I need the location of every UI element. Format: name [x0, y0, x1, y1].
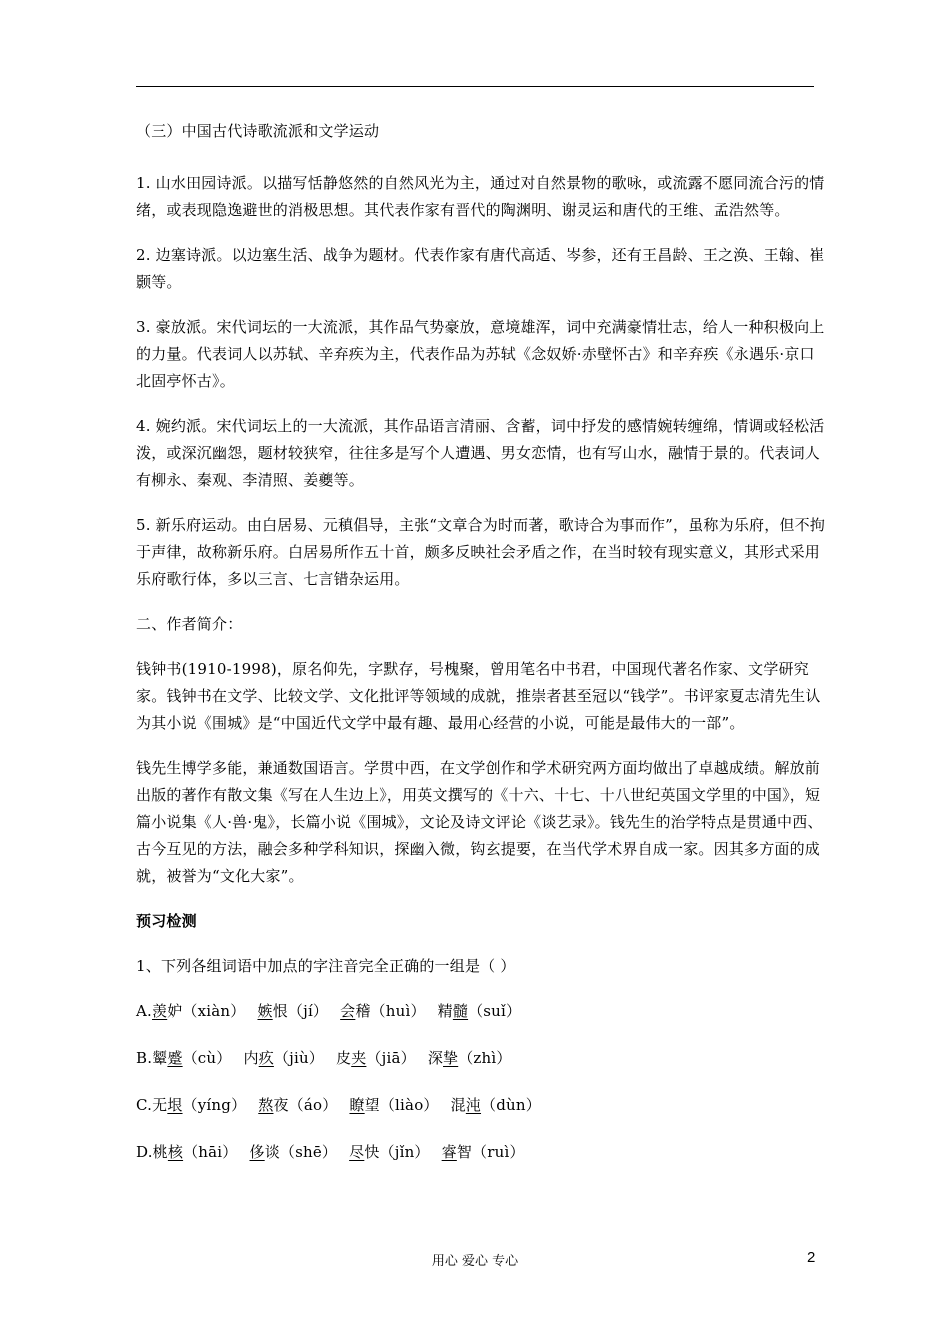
option-a	[136, 998, 826, 1025]
option-word: 颦蹙（cù）	[152, 1049, 232, 1067]
option-word: 嫉恨（jí）	[257, 1002, 329, 1020]
marked-character: 髓	[452, 1002, 469, 1020]
author-paragraph-2: 钱先生博学多能，兼通数国语言。学贯中西，在文学创作和学术研究两方面均做出了卓越成绩。解放前出版的著作有散文集《写在人生边上》，用英文撰写的《十六、十七、十八世纪英国文学里的中国》，短篇小说集《人·兽·鬼》，长篇小说《围城》，文论及诗文评论《谈艺录》。钱先生的治学特点是贯通中西、古今互见的方法，融会多种学科知识，探幽入微，钩玄提要，在当代学术界自成一家。因其多方面的成就，被誉为“文化大家”。	[136, 759, 823, 885]
paragraph-item-2: 2. 边塞诗派。以边塞生活、战争为题材。代表作家有唐代高适、岑参，还有王昌龄、王之涣、王翰、崔颢等。	[136, 246, 825, 291]
option-word: 会稽（huì）	[340, 1002, 426, 1020]
marked-character: 夹	[351, 1049, 367, 1067]
marked-character: 嫉	[257, 1002, 273, 1020]
author-section-title: 二、作者简介：	[136, 615, 243, 633]
option-d	[136, 1139, 826, 1166]
option-word: 侈谈（shē）	[249, 1143, 338, 1161]
marked-character: 疚	[258, 1049, 274, 1067]
option-word: 尽快（jǐn）	[349, 1143, 430, 1161]
paragraph-item-3: 3. 豪放派。宋代词坛的一大流派，其作品气势豪放，意境雄浑，词中充满豪情壮志，给人一种积极向上的力量。代表词人以苏轼、辛弃疾为主，代表作品为苏轼《念奴娇·赤壁怀古》和辛弃疾《永遇乐·京口北固亭怀古》。	[136, 318, 825, 390]
paragraph-item-4: 4. 婉约派。宋代词坛上的一大流派，其作品语言清丽、含蓄，词中抒发的感情婉转缠绵，情调或轻松活泼，或深沉幽怨，题材较狭窄，往往多是写个人遭遇、男女恋情，也有写山水，融情于景的。代表词人有柳永、秦观、李清照、姜夔等。	[136, 417, 825, 489]
option-label: C.	[136, 1096, 153, 1114]
option-label: A.	[136, 1002, 153, 1020]
section-heading: （三）中国古代诗歌流派和文学运动	[136, 122, 380, 140]
option-word: 无垠（yíng）	[152, 1096, 247, 1114]
question-1: 1、下列各组词语中加点的字注音完全正确的一组是（ ）	[136, 957, 516, 975]
answer-options	[136, 998, 826, 1166]
option-c	[136, 1092, 826, 1119]
option-b	[136, 1045, 826, 1072]
header-rule	[136, 86, 814, 87]
option-word: 皮夹（jiā）	[336, 1049, 416, 1067]
marked-character: 会	[340, 1002, 356, 1020]
marked-character: 沌	[465, 1096, 482, 1114]
marked-character: 熬	[258, 1096, 274, 1114]
marked-character: 垠	[167, 1096, 183, 1114]
marked-character: 蹙	[167, 1049, 183, 1067]
option-label: B.	[136, 1049, 153, 1067]
marked-character: 侈	[249, 1143, 265, 1161]
paragraph-item-5: 5. 新乐府运动。由白居易、元稹倡导，主张“文章合为时而著，歌诗合为事而作”，虽称为乐府，但不拘于声律，故称新乐府。白居易所作五十首，颇多反映社会矛盾之作，在当时较有现实意义，其形式采用乐府歌行体，多以三言、七言错杂运用。	[136, 516, 826, 588]
marked-character: 瞭	[349, 1096, 365, 1114]
marked-character: 挚	[443, 1049, 459, 1067]
page-content	[136, 118, 826, 1186]
marked-character: 尽	[349, 1143, 365, 1161]
marked-character: 睿	[441, 1143, 457, 1161]
option-word: 羡妒（xiàn）	[152, 1002, 246, 1020]
marked-character: 羡	[152, 1002, 168, 1020]
option-word: 熬夜（áo）	[258, 1096, 338, 1114]
option-word: 深挚（zhì）	[427, 1049, 512, 1067]
option-word: 混沌（dùn）	[450, 1096, 541, 1114]
option-label: D.	[136, 1143, 153, 1161]
footer-slogan: 用心 爱心 专心	[431, 1254, 519, 1269]
preview-title: 预习检测	[136, 912, 197, 930]
option-word: 睿智（ruì）	[441, 1143, 525, 1161]
option-word: 内疚（jiù）	[243, 1049, 324, 1067]
option-word: 瞭望（liào）	[349, 1096, 439, 1114]
option-word: 精髓（suǐ）	[437, 1002, 522, 1020]
paragraph-item-1: 1. 山水田园诗派。以描写恬静悠然的自然风光为主，通过对自然景物的歌咏，或流露不愿同流合污的情绪，或表现隐逸避世的消极思想。其代表作家有晋代的陶渊明、谢灵运和唐代的王维、孟浩然等。	[136, 174, 825, 219]
author-paragraph-1: 钱钟书(1910-1998)，原名仰先，字默存，号槐聚，曾用笔名中书君，中国现代著名作家、文学研究家。钱钟书在文学、比较文学、文化批评等领域的成就，推崇者甚至冠以“钱学”。书评家夏志清先生认为其小说《围城》是“中国近代文学中最有趣、最用心经营的小说，可能是最伟大的一部”。	[136, 660, 821, 732]
option-word: 桃核（hāi）	[152, 1143, 238, 1161]
page-number: 2	[807, 1249, 816, 1266]
marked-character: 核	[167, 1143, 184, 1161]
